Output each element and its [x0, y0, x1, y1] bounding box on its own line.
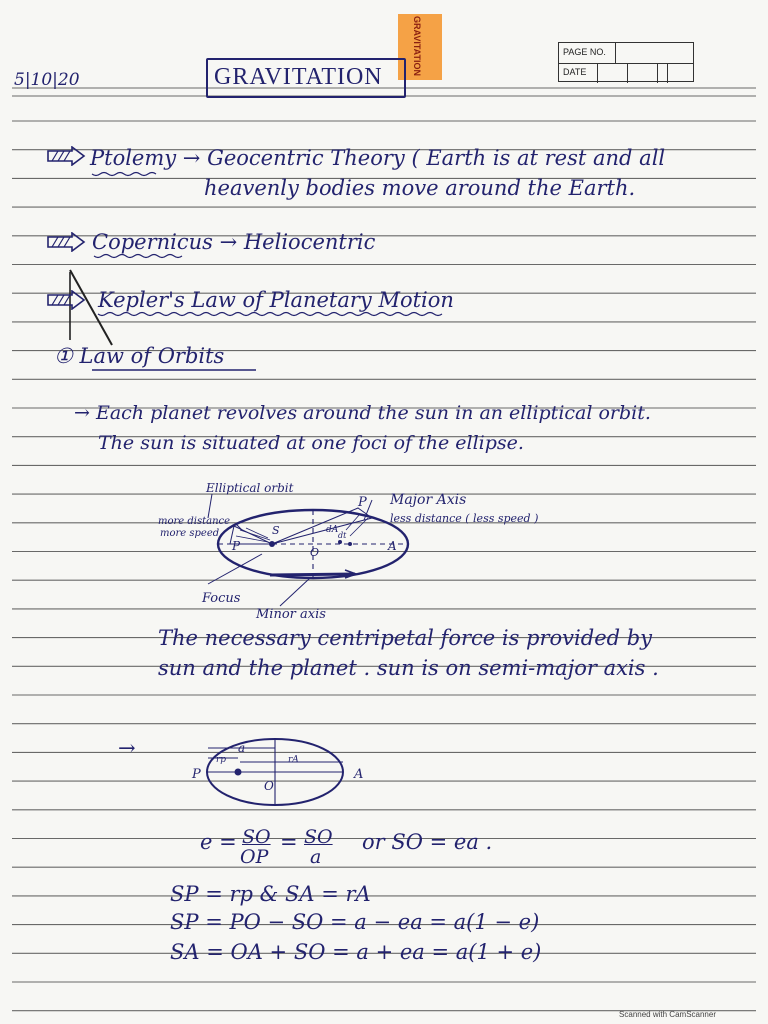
- label-point-p-top: P: [358, 495, 367, 510]
- note-ptolemy-continued: heavenly bodies move around the Earth.: [204, 176, 636, 200]
- scanner-watermark: Scanned with CamScanner: [619, 1010, 716, 1019]
- date-handwritten: 5|10|20: [14, 70, 80, 90]
- arrow-marker: →: [118, 736, 136, 760]
- label-point-p-left: P: [232, 539, 241, 553]
- label-p-small: P: [192, 767, 201, 782]
- note-ptolemy: Ptolemy → Geocentric Theory ( Earth is at rest and all: [90, 146, 666, 170]
- focus-dot: [235, 769, 242, 776]
- label-dt: dt: [338, 531, 347, 540]
- label-a-small: A: [354, 767, 364, 782]
- label-minor-axis: Minor axis: [256, 607, 326, 622]
- date-label: DATE: [563, 67, 587, 77]
- note-orbit-line-1: → Each planet revolves around the sun in an elliptical orbit.: [74, 402, 651, 424]
- eq-or-so-ea: or SO = ea .: [362, 830, 493, 854]
- eq-e-label: e =: [200, 830, 237, 854]
- heading-law-of-orbits: ① Law of Orbits: [54, 344, 225, 368]
- sun-dot: [269, 541, 275, 547]
- label-more-speed: more speed: [160, 528, 220, 539]
- label-major-axis: Major Axis: [390, 492, 467, 508]
- label-rp: rp: [216, 755, 227, 765]
- note-centripetal-line-2: sun and the planet . sun is on semi-major axis .: [158, 656, 659, 680]
- note-kepler: Kepler's Law of Planetary Motion: [98, 288, 454, 312]
- label-semi-major-a: a: [238, 741, 246, 755]
- eq-frac2-numerator: SO: [304, 826, 333, 848]
- eq-frac1-numerator: SO: [242, 826, 271, 848]
- label-elliptical-orbit: Elliptical orbit: [206, 481, 294, 495]
- page-no-label: PAGE NO.: [563, 47, 606, 57]
- eq-sp-sa-definition: SP = rp & SA = rA: [170, 882, 371, 906]
- label-o-small: O: [264, 779, 274, 793]
- distance-diagram: [180, 734, 380, 810]
- label-sun-s: S: [272, 524, 280, 537]
- label-less-distance: less distance ( less speed ): [390, 512, 539, 525]
- page-title: GRAVITATION: [214, 64, 383, 90]
- note-orbit-line-2: The sun is situated at one foci of the ellipse.: [98, 432, 524, 454]
- tab-label: GRAVITATION: [412, 16, 422, 76]
- label-focus: Focus: [202, 591, 241, 606]
- eq-sp-derivation: SP = PO − SO = a − ea = a(1 − e): [170, 910, 540, 934]
- label-ra: rA: [288, 755, 299, 765]
- label-point-a: A: [388, 539, 397, 553]
- eq-equals: =: [280, 830, 298, 854]
- eq-frac2-denominator: a: [310, 846, 322, 868]
- eq-sa-derivation: SA = OA + SO = a + ea = a(1 + e): [170, 940, 542, 964]
- label-more-distance: more distance: [158, 516, 231, 527]
- orbit-diagram: [150, 474, 580, 624]
- label-center-o: O: [310, 546, 320, 559]
- label-da: dA: [326, 525, 339, 535]
- eq-frac1-denominator: OP: [240, 846, 269, 868]
- note-centripetal-line-1: The necessary centripetal force is provided by: [158, 626, 653, 650]
- note-copernicus: Copernicus → Heliocentric: [92, 230, 376, 254]
